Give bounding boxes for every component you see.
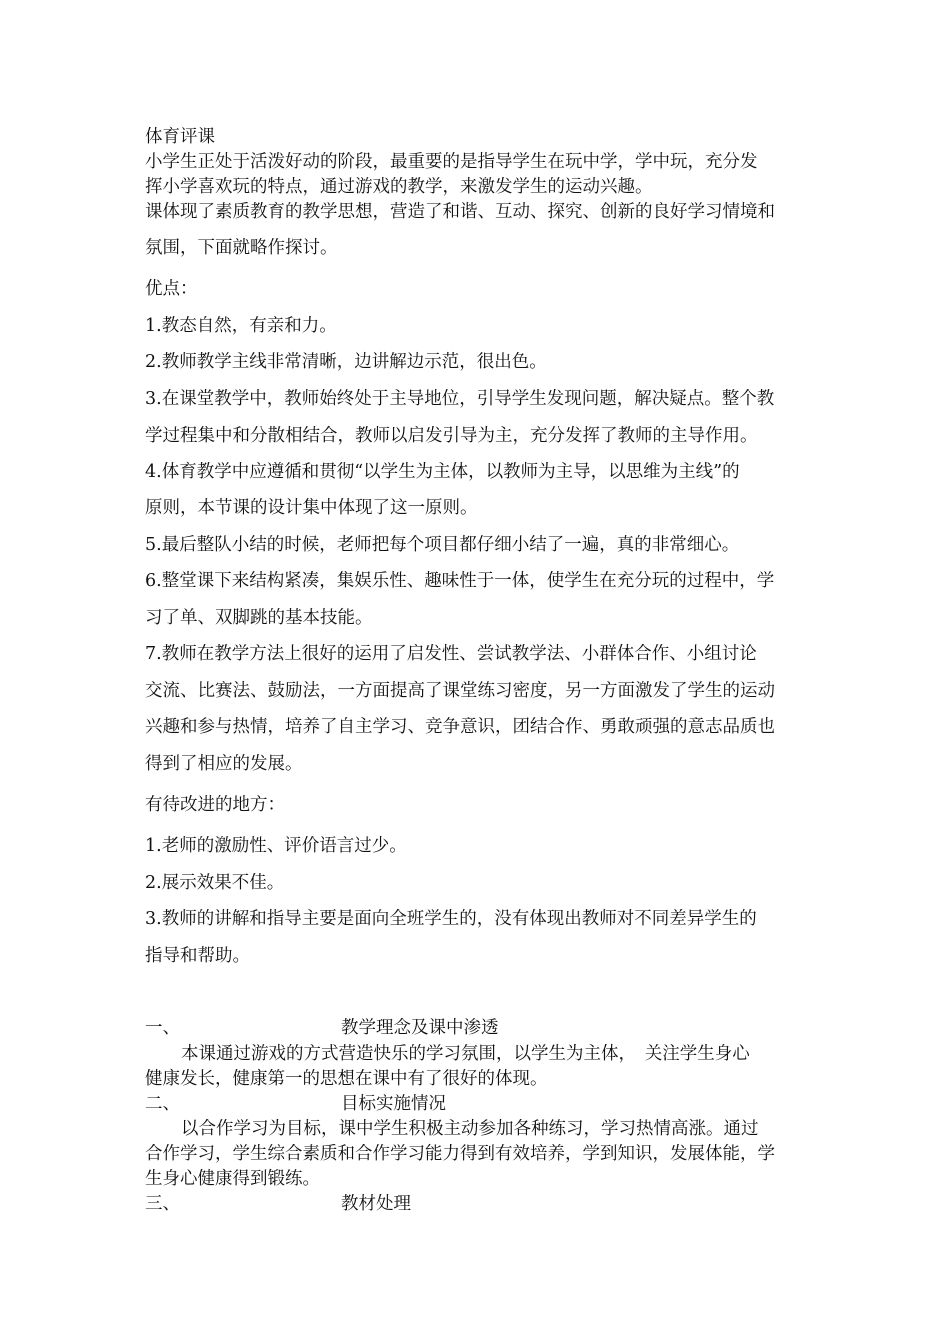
advantages-heading: 优点： <box>145 279 198 299</box>
improvement-line: 3.教师的讲解和指导主要是面向全班学生的，没有体现出教师对不同差异学生的 <box>145 909 757 929</box>
section-body-line: 以合作学习为目标，课中学生积极主动参加各种练习，学习热情高涨。通过 <box>181 1119 759 1139</box>
advantage-line: 2.教师教学主线非常清晰，边讲解边示范，很出色。 <box>145 352 547 372</box>
advantage-line: 4.体育教学中应遵循和贯彻“以学生为主体，以教师为主导，以思维为主线”的 <box>145 462 740 482</box>
advantage-line: 1.教态自然，有亲和力。 <box>145 316 337 336</box>
section-body-line: 生身心健康得到锻练。 <box>145 1169 320 1189</box>
advantage-line: 习了单、双脚跳的基本技能。 <box>145 608 373 628</box>
section-number: 一、 <box>145 1018 180 1038</box>
improvement-line: 2.展示效果不佳。 <box>145 873 285 893</box>
advantage-line: 3.在课堂教学中，教师始终处于主导地位，引导学生发现问题，解决疑点。整个教 <box>145 389 775 409</box>
improve-heading: 有待改进的地方： <box>145 795 285 815</box>
improvement-line: 1.老师的激励性、评价语言过少。 <box>145 836 407 856</box>
section-title: 目标实施情况 <box>341 1094 446 1114</box>
section-body-line: 本课通过游戏的方式营造快乐的学习氛围，以学生为主体， 关注学生身心 <box>181 1044 750 1064</box>
advantage-line: 7.教师在教学方法上很好的运用了启发性、尝试教学法、小群体合作、小组讨论 <box>145 644 757 664</box>
section-body-line: 合作学习，学生综合素质和合作学习能力得到有效培养，学到知识，发展体能，学 <box>145 1144 775 1164</box>
doc-title: 体育评课 <box>145 127 215 147</box>
intro-line: 挥小学喜欢玩的特点，通过游戏的教学，来激发学生的运动兴趣。 <box>145 177 653 197</box>
section-number: 三、 <box>145 1194 180 1214</box>
advantage-line: 6.整堂课下来结构紧凑，集娱乐性、趣味性于一体，使学生在充分玩的过程中，学 <box>145 571 775 591</box>
advantage-line: 5.最后整队小结的时候，老师把每个项目都仔细小结了一遍，真的非常细心。 <box>145 535 740 555</box>
intro-line: 小学生正处于活泼好动的阶段，最重要的是指导学生在玩中学，学中玩，充分发 <box>145 152 758 172</box>
section-number: 二、 <box>145 1094 180 1114</box>
improvement-line: 指导和帮助。 <box>145 946 250 966</box>
advantage-line: 交流、比赛法、鼓励法，一方面提高了课堂练习密度，另一方面激发了学生的运动 <box>145 681 775 701</box>
section-body-line: 健康发长，健康第一的思想在课中有了很好的体现。 <box>145 1069 548 1089</box>
intro-line: 课体现了素质教育的教学思想，营造了和谐、互动、探究、创新的良好学习情境和 <box>145 202 775 222</box>
advantage-line: 原则，本节课的设计集中体现了这一原则。 <box>145 498 478 518</box>
section-title: 教材处理 <box>341 1194 411 1214</box>
advantage-line: 兴趣和参与热情，培养了自主学习、竞争意识，团结合作、勇敢顽强的意志品质也 <box>145 717 775 737</box>
advantage-line: 学过程集中和分散相结合，教师以启发引导为主，充分发挥了教师的主导作用。 <box>145 426 758 446</box>
intro-line: 氛围，下面就略作探讨。 <box>145 238 338 258</box>
section-title: 教学理念及课中渗透 <box>341 1018 499 1038</box>
advantage-line: 得到了相应的发展。 <box>145 754 303 774</box>
